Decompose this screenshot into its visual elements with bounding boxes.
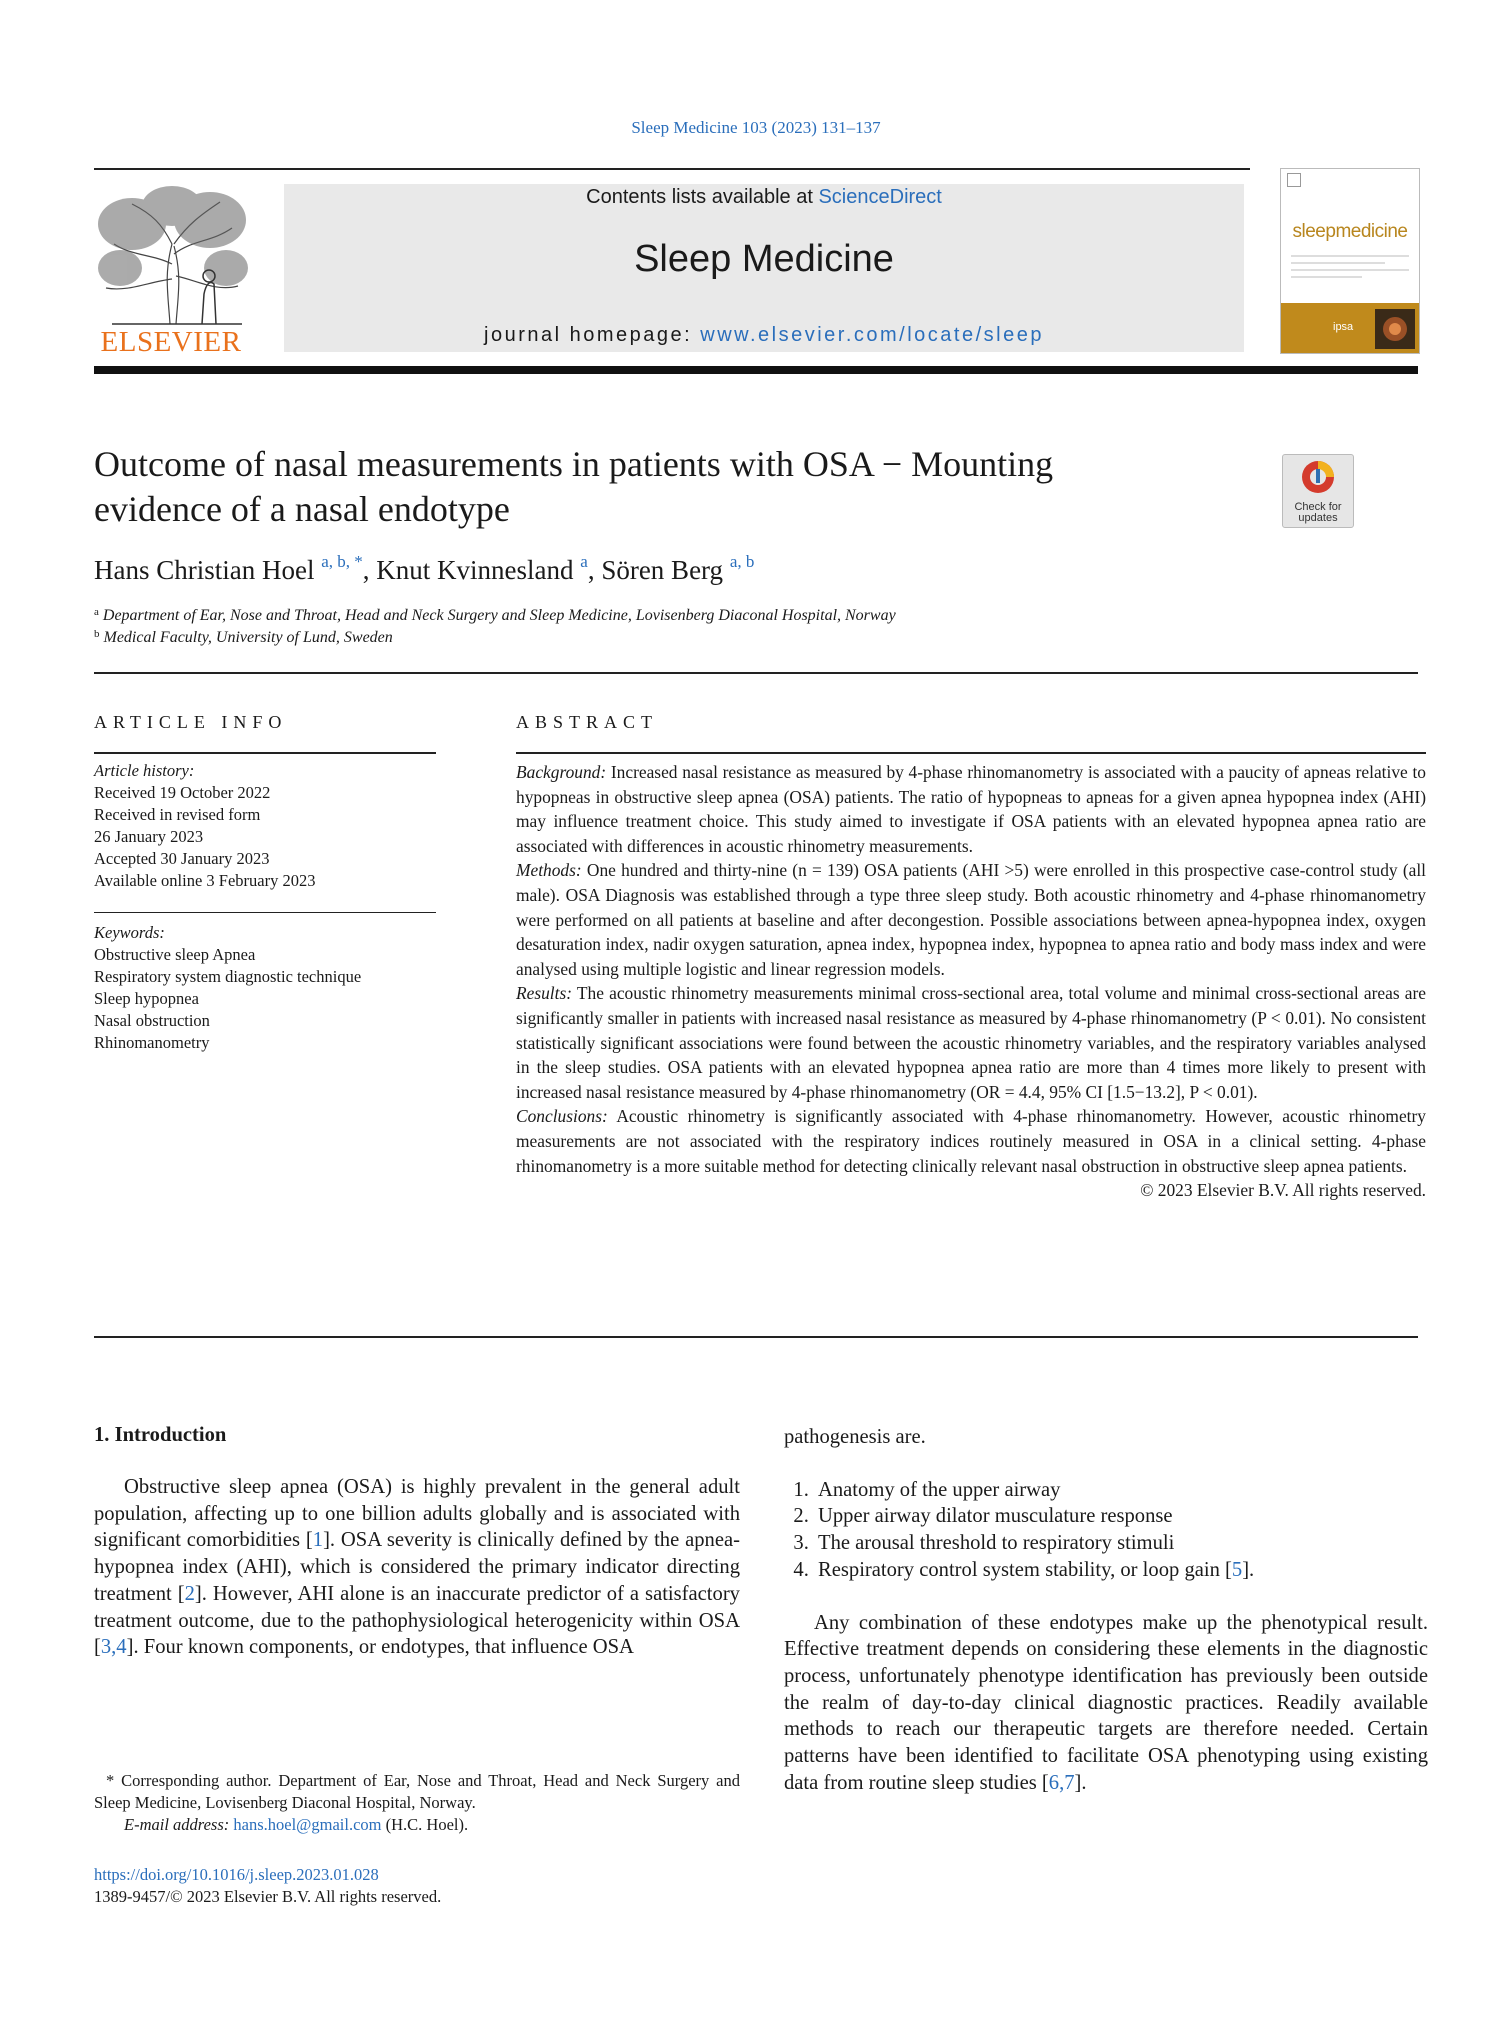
endotype-item (814, 1477, 1428, 1504)
abstract-bottom-rule (94, 1336, 1418, 1338)
endotype-text: The arousal threshold to respiratory stimuli (818, 1532, 1175, 1555)
keyword-item: Obstructive sleep Apnea (94, 945, 256, 964)
intro-text: Any combination of these endotypes make up the phenotypical result. Effective treatment depends on considering these elements in the diagnostic process, unfortunately phenotype identification has previously been outside the realm of day-to-day clinical diagnostic practices. Readily available methods to reach our therapeutic targets are therefore needed. Certain patterns have been identified to facilitate OSA phenotyping using existing data from routine sleep studies [ (784, 1611, 1428, 1794)
history-label: Article history: (94, 761, 195, 780)
sciencedirect-link[interactable]: ScienceDirect (818, 186, 942, 208)
keywords-label: Keywords: (94, 923, 165, 942)
abstract-body (516, 760, 1426, 1203)
results-text: The acoustic rhinometry measurements minimal cross-sectional area, total volume and minimal cross-sectional areas are significantly smaller in patients with increased nasal resistance as measured by 4-phase rhinomanometry (P < 0.01). No consistent statistically significant associations were found between the acoustic rhinometry variables, and the respiratory variables analysed in the sleep studies. OSA patients with an elevated hypopnea apnea ratio are more than 4 times more likely to present with increased nasal resistance measured by 4-phase rhinomanometry (OR = 4.4, 95% CI [1.5−13.2], P < 0.01). (516, 983, 1426, 1102)
email-suffix: (H.C. Hoel). (381, 1815, 469, 1834)
article-history (94, 760, 436, 892)
author-affiliation-marks[interactable]: a, b (729, 552, 755, 571)
issn-copyright: 1389-9457/© 2023 Elsevier B.V. All rights reserved. (94, 1887, 442, 1906)
cover-ipsa-badge: ipsa (1333, 321, 1354, 333)
history-item: Accepted 30 January 2023 (94, 849, 270, 868)
history-item: Available online 3 February 2023 (94, 871, 316, 890)
methods-label: Methods: (516, 860, 582, 881)
endotype-item (814, 1503, 1428, 1530)
homepage-prefix: journal homepage: (484, 324, 701, 346)
header-bottom-rule (94, 366, 1418, 374)
article-info-heading: ARTICLE INFO (94, 712, 288, 732)
abstract-conclusions (516, 1104, 1426, 1178)
footnote-text: * Corresponding author. Department of Ear, Nose and Throat, Head and Neck Surgery and Sleep Medicine, Lovisenberg Diaconal Hospital, Norway. (94, 1771, 740, 1812)
results-label: Results: (516, 983, 573, 1004)
abstract-rule (516, 752, 1426, 754)
endotype-item (814, 1557, 1428, 1584)
cover-text-lines (1291, 255, 1409, 289)
affiliation-b (94, 628, 393, 647)
introduction-heading: 1. Introduction (94, 1424, 227, 1446)
author-list: Hans Christian Hoel $^{a, b, *}$, Knut Kvinnesland $^a$, Sören Berg $^{a, b}$ (94, 552, 755, 585)
citation-link[interactable]: Sleep Medicine 103 (2023) 131–137 (631, 118, 881, 137)
reference-link[interactable]: 1 (312, 1529, 324, 1552)
journal-citation[interactable] (0, 118, 1512, 138)
affiliation-text: Department of Ear, Nose and Throat, Head and Neck Surgery and Sleep Medicine, Lovisenberg Diaconal Hospital, Norway (102, 607, 896, 624)
background-label: Background: (516, 762, 607, 782)
endotype-text: Anatomy of the upper airway (818, 1478, 1061, 1501)
homepage-line (284, 324, 1244, 347)
author-name: Knut Kvinnesland (376, 555, 574, 585)
background-text: Increased nasal resistance as measured by 4-phase rhinomanometry is associated with a paucity of apneas relative to hypopneas in obstructive sleep apnea (OSA) patients. The ratio of hypopneas to apneas for a given apnea hypopnea index (AHI) may influence treatment choice. This study aimed to investigate if OSA patients with an elevated hypopnea apnea ratio are associated with differences in acoustic rhinometry measurements. (516, 762, 1426, 856)
journal-name: Sleep Medicine (634, 238, 894, 280)
intro-text: Obstructive sleep apnea (OSA) is highly prevalent in the general adult population, affecting up to one billion adults globally and is associated with significant comorbidities [ (94, 1476, 740, 1552)
abstract-background (516, 760, 1426, 858)
elsevier-wordmark: ELSEVIER (100, 326, 242, 358)
endotype-item (814, 1530, 1428, 1557)
author-affiliation-marks[interactable]: a, b, * (321, 552, 363, 571)
check-updates-line-2: updates (1298, 512, 1338, 524)
contents-prefix: Contents lists available at (586, 186, 819, 208)
corresponding-author-footnote (94, 1770, 740, 1836)
keyword-item: Rhinomanometry (94, 1033, 210, 1052)
check-updates-icon (1283, 455, 1353, 497)
cover-elsevier-icon (1287, 173, 1301, 187)
keyword-item: Nasal obstruction (94, 1011, 210, 1030)
page-footer (94, 1864, 441, 1908)
reference-link[interactable]: 2 (184, 1582, 195, 1605)
keyword-item: Respiratory system diagnostic technique (94, 967, 362, 986)
history-item: Received 19 October 2022 (94, 783, 271, 802)
history-item: 26 January 2023 (94, 827, 204, 846)
keywords-list (94, 922, 436, 1054)
abstract-copyright: © 2023 Elsevier B.V. All rights reserved. (1140, 1180, 1426, 1201)
author-name: Hans Christian Hoel (94, 555, 315, 585)
check-updates-line-1: Check for (1294, 501, 1342, 513)
pathogenesis-lead: pathogenesis are. (784, 1426, 926, 1448)
intro-right-column (784, 1424, 1428, 1796)
affiliation-mark: a (94, 606, 99, 618)
article-title-line-1: Outcome of nasal measurements in patients with OSA − Mounting (94, 444, 1054, 484)
intro-text: ]. (1074, 1771, 1087, 1794)
intro-text: ]. Four known components, or endotypes, that influence OSA (126, 1636, 634, 1659)
intro-text: ]. OSA severity is clinically defined by the apnea-hypopnea index (AHI), which is considered the primary indicator directing treatment [ (94, 1529, 740, 1605)
endotype-text: Respiratory control system stability, or loop gain [ (818, 1558, 1232, 1581)
endotype-list (784, 1477, 1428, 1584)
affiliation-text: Medical Faculty, University of Lund, Sweden (103, 629, 393, 646)
article-info-rule (94, 752, 436, 754)
methods-text: One hundred and thirty-nine (n = 139) OSA patients (AHI >5) were enrolled in this prospective case-control study (all male). OSA Diagnosis was established through a type three sleep study. Both acoustic rhinometry and 4-phase rhinomanometry were performed on all patients at baseline and after decongestion. Possible associations between apnea-hypopnea index, oxygen desaturation index, nadir oxygen saturation, apnea index, hypopnea index, hypopnea to apnea ratio and body mass index and were analysed using multiple logistic and linear regression models. (516, 860, 1426, 979)
reference-link[interactable]: 6,7 (1048, 1771, 1075, 1794)
journal-cover-thumbnail[interactable] (1280, 168, 1420, 354)
author-affiliation-marks[interactable]: a (580, 552, 588, 571)
reference-link[interactable]: 5 (1231, 1558, 1243, 1581)
abstract-results (516, 981, 1426, 1104)
article-title-line-2: evidence of a nasal endotype (94, 489, 510, 529)
affiliation-a (94, 606, 896, 625)
endotype-text: Upper airway dilator musculature response (818, 1505, 1173, 1528)
doi-link[interactable]: https://doi.org/10.1016/j.sleep.2023.01.028 (94, 1865, 379, 1884)
affiliation-mark: b (94, 628, 100, 640)
keyword-item: Sleep hypopnea (94, 989, 199, 1008)
contents-line (284, 184, 1244, 209)
endotype-text: ]. (1242, 1558, 1255, 1581)
homepage-link[interactable]: www.elsevier.com/locate/sleep (700, 324, 1044, 346)
intro-text: ]. However, AHI alone is an inaccurate predictor of a satisfactory treatment outcome, due to the pathophysiological heterogenicity within OSA [ (94, 1582, 740, 1659)
abstract-methods (516, 858, 1426, 981)
cover-title: sleepmedicine (1292, 221, 1408, 242)
author-name: Sören Berg (601, 555, 724, 585)
reference-link[interactable]: 3,4 (100, 1636, 127, 1659)
intro-paragraph-1 (94, 1474, 740, 1661)
history-item: Received in revised form (94, 805, 261, 824)
check-for-updates-badge[interactable] (1282, 454, 1354, 528)
article-title (94, 442, 1244, 532)
header-top-rule (94, 168, 1250, 170)
title-bottom-rule (94, 672, 1418, 674)
conclusions-text: Acoustic rhinometry is significantly associated with 4-phase rhinomanometry. However, acoustic rhinometry measurements are not associated with the respiratory indices routinely measured in OSA in a clinical setting. 4-phase rhinomanometry is a more suitable method for detecting clinically relevant nasal obstruction in obstructive sleep apnea patients. (516, 1106, 1426, 1176)
email-link[interactable]: hans.hoel@gmail.com (233, 1815, 382, 1834)
intro-paragraph-3 (784, 1610, 1428, 1797)
cover-gold-band (1281, 303, 1419, 353)
cover-image (1375, 309, 1415, 349)
abstract-heading: ABSTRACT (516, 712, 659, 732)
email-label: E-mail address: (124, 1815, 230, 1834)
conclusions-label: Conclusions: (516, 1106, 608, 1127)
keywords-rule (94, 912, 436, 913)
